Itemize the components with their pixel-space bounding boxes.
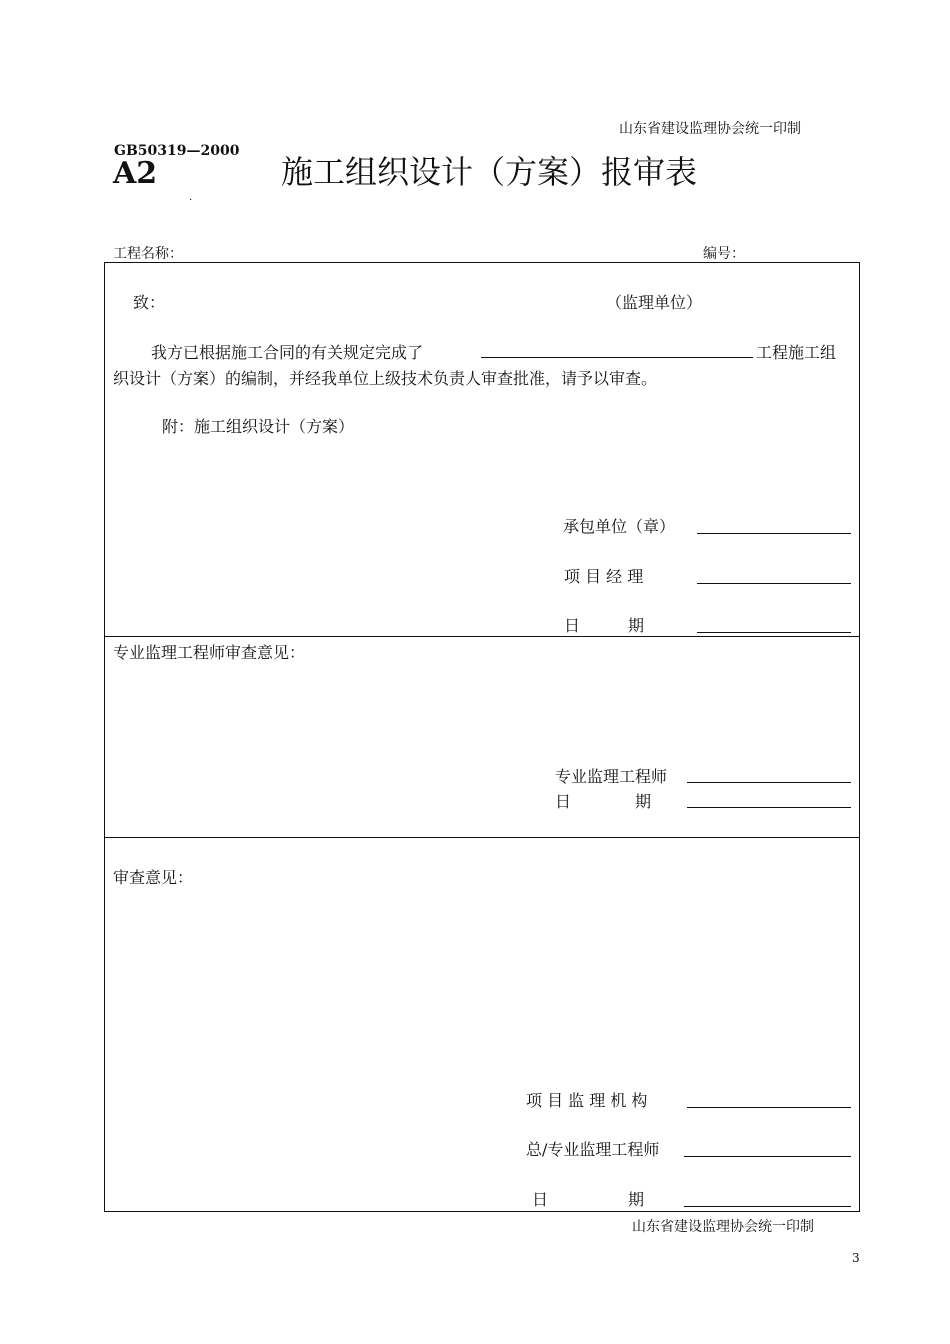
engineer-signature-line[interactable]: [687, 782, 851, 783]
body-line2: 织设计（方案）的编制，并经我单位上级技术负责人审查批准，请予以审查。: [113, 369, 658, 388]
to-label: 致：: [133, 293, 166, 312]
section-divider-1: [104, 636, 860, 637]
contractor-signature-line[interactable]: [697, 533, 851, 534]
body-line1-prefix: 我方已根据施工合同的有关规定完成了: [151, 343, 424, 362]
stray-dot: ·: [189, 195, 193, 206]
chief-engineer-signature-line[interactable]: [684, 1156, 851, 1157]
number-label: 编号：: [703, 246, 745, 262]
section2-date-label: 日 期: [555, 792, 652, 811]
body-line1-suffix: 工程施工组: [756, 343, 837, 362]
page-number: 3: [852, 1251, 860, 1265]
supervisor-unit-label: （监理单位）: [606, 293, 703, 312]
chief-engineer-label: 总/专业监理工程师: [526, 1140, 660, 1159]
contractor-label: 承包单位（章）: [563, 517, 676, 536]
supervision-org-label: 项 目 监 理 机 构: [526, 1091, 648, 1110]
project-name-label: 工程名称：: [113, 246, 183, 262]
review-opinion-heading: 审查意见：: [113, 868, 194, 887]
supervision-org-line[interactable]: [687, 1107, 851, 1108]
section3-date-label: 日 期: [532, 1190, 645, 1209]
project-manager-label: 项 目 经 理: [564, 567, 644, 586]
standard-code: GB50319—2000: [114, 143, 240, 159]
attachment-label: 附：施工组织设计（方案）: [162, 417, 355, 436]
section-divider-2: [104, 837, 860, 838]
printer-note-top: 山东省建设监理协会统一印制: [619, 121, 801, 137]
project-blank-line[interactable]: [481, 357, 753, 358]
page-title: 施工组织设计（方案）报审表: [281, 153, 698, 191]
section2-date-line[interactable]: [687, 807, 851, 808]
engineer-label: 专业监理工程师: [555, 767, 668, 786]
section1-date-line[interactable]: [697, 632, 851, 633]
project-manager-signature-line[interactable]: [697, 583, 851, 584]
section3-date-line[interactable]: [684, 1206, 851, 1207]
printer-note-bottom: 山东省建设监理协会统一印制: [632, 1219, 814, 1235]
form-frame: [104, 262, 860, 1212]
engineer-review-heading: 专业监理工程师审查意见：: [113, 643, 306, 662]
section1-date-label: 日 期: [564, 616, 645, 635]
form-code: A2: [113, 156, 158, 191]
